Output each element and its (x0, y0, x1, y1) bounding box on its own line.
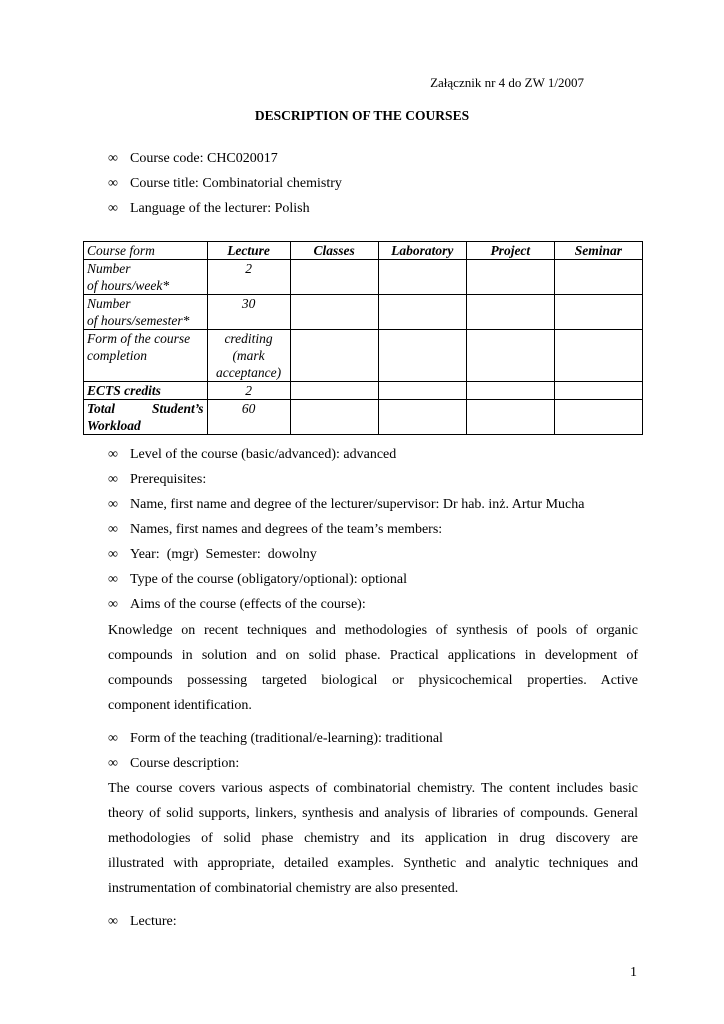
list-item (108, 912, 177, 937)
lecture-cell: crediting (mark acceptance) (207, 330, 290, 382)
lecture-cell: 2 (207, 382, 290, 400)
details-list (108, 445, 584, 620)
list-item (108, 199, 342, 224)
aims-paragraph: Knowledge on recent techniques and methodologies of synthesis of pools of organic compounds in solution and on solid phase. Practical applications in development of compounds possessing targeted biological or physicochemical properties. Active component identification. (108, 623, 638, 713)
header-course-form: Course form (84, 242, 208, 260)
header-classes: Classes (290, 242, 378, 260)
lecture-cell: 30 (207, 295, 290, 330)
lecturer-name: Name, first name and degree of the lecturer/supervisor: Dr hab. inż. Artur Mucha (130, 497, 585, 512)
table-header-row (84, 242, 643, 260)
year-semester: Year: (mgr) Semester: dowolny (130, 547, 317, 562)
course-level: Level of the course (basic/advanced): advanced (130, 447, 397, 462)
bullet-icon: ∞ (108, 201, 118, 216)
bullet-icon: ∞ (108, 547, 118, 562)
course-title: Course title: Combinatorial chemistry (130, 176, 342, 191)
bullet-icon: ∞ (108, 597, 118, 612)
list-item (108, 545, 584, 570)
row-label: Number of hours/semester* (84, 295, 208, 330)
lecture-heading: Lecture: (130, 914, 177, 929)
list-item (108, 445, 584, 470)
table-row (84, 260, 643, 295)
table-row (84, 295, 643, 330)
list-item (108, 174, 342, 199)
bullet-icon: ∞ (108, 572, 118, 587)
lecturer-language: Language of the lecturer: Polish (130, 201, 310, 216)
bullet-icon: ∞ (108, 472, 118, 487)
header-laboratory: Laboratory (378, 242, 466, 260)
course-form-table (83, 241, 643, 435)
document-title: DESCRIPTION OF THE COURSES (254, 108, 470, 123)
bullet-icon: ∞ (108, 151, 118, 166)
bullet-icon: ∞ (108, 447, 118, 462)
row-label: ECTS credits (84, 382, 208, 400)
list-item (108, 595, 584, 620)
list-item (108, 570, 584, 595)
annex-reference: Załącznik nr 4 do ZW 1/2007 (430, 75, 584, 90)
page-number: 1 (630, 965, 637, 980)
lecture-list (108, 912, 177, 937)
table-row (84, 400, 643, 435)
bullet-icon: ∞ (108, 497, 118, 512)
prerequisites: Prerequisites: (130, 472, 207, 487)
row-label: Form of the course completion (84, 330, 208, 382)
row-label: Total Student’s Workload (84, 400, 208, 435)
course-description-heading: Course description: (130, 756, 240, 771)
teaching-form: Form of the teaching (traditional/e-learning): traditional (130, 731, 443, 746)
course-type: Type of the course (obligatory/optional): optional (130, 572, 408, 587)
lecture-cell: 2 (207, 260, 290, 295)
bullet-icon: ∞ (108, 522, 118, 537)
header-lecture: Lecture (207, 242, 290, 260)
team-members: Names, first names and degrees of the team’s members: (130, 522, 443, 537)
list-item (108, 729, 443, 754)
table-row (84, 382, 643, 400)
bullet-icon: ∞ (108, 731, 118, 746)
table-row (84, 330, 643, 382)
course-code: Course code: CHC020017 (130, 151, 278, 166)
list-item (108, 495, 584, 520)
list-item (108, 470, 584, 495)
bullet-icon: ∞ (108, 756, 118, 771)
intro-list (108, 149, 342, 224)
row-label: Number of hours/week* (84, 260, 208, 295)
bullet-icon: ∞ (108, 176, 118, 191)
lecture-cell: 60 (207, 400, 290, 435)
header-seminar: Seminar (554, 242, 642, 260)
list-item (108, 149, 342, 174)
description-paragraph: The course covers various aspects of combinatorial chemistry. The content includes basic theory of solid supports, linkers, synthesis and analysis of libraries of compounds. General methodologies of solid phase chemistry and its application in drug discovery are illustrated with appropriate, detailed examples. Synthetic and analytic techniques and instrumentation of combinatorial chemistry are also presented. (108, 781, 638, 896)
teaching-list (108, 729, 443, 779)
list-item (108, 520, 584, 545)
course-aims-heading: Aims of the course (effects of the course): (130, 597, 366, 612)
bullet-icon: ∞ (108, 914, 118, 929)
header-project: Project (466, 242, 554, 260)
